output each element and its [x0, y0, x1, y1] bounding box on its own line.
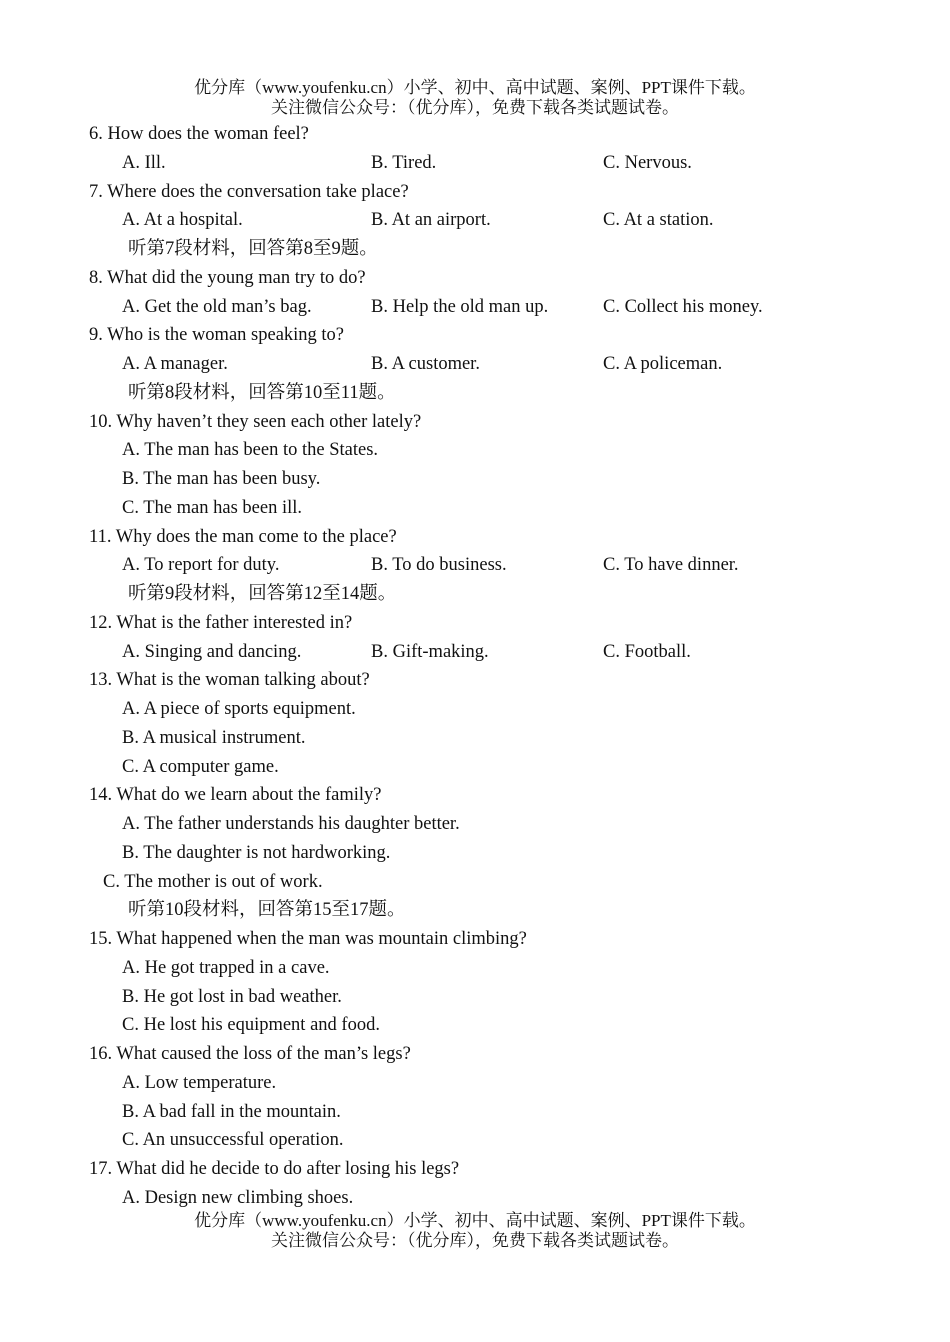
option-b: B. Gift-making. [371, 641, 489, 662]
option-a: A. To report for duty. [122, 555, 280, 576]
section-instruction-7: 听第7段材料，回答第8至9题。 [128, 239, 378, 259]
question-14: 14. What do we learn about the family? [89, 785, 382, 806]
option-a: A. The father understands his daughter better. [122, 814, 460, 834]
page-footer [0, 1211, 950, 1251]
option-b: B. At an airport. [371, 210, 491, 231]
option-c: C. Football. [603, 641, 691, 662]
option-a: A. He got trapped in a cave. [122, 957, 330, 978]
option-b: B. A customer. [371, 354, 480, 374]
section-instruction-8: 听第8段材料，回答第10至11题。 [128, 382, 396, 403]
header-line-2: 关注微信公众号：（优分库），免费下载各类试题试卷。 [271, 98, 679, 117]
question-8: 8. What did the young man try to do? [89, 267, 366, 288]
question-6-options [89, 149, 909, 178]
question-7-options [89, 206, 909, 235]
page-header [0, 78, 950, 118]
option-b: B. The daughter is not hardworking. [122, 842, 391, 863]
option-a: A. Get the old man’s bag. [122, 296, 312, 317]
question-8-options [89, 293, 909, 322]
option-b: B. Help the old man up. [371, 296, 549, 317]
option-b: B. A musical instrument. [122, 727, 306, 748]
question-9-options [89, 350, 909, 379]
option-a: A. Design new climbing shoes. [122, 1187, 354, 1208]
footer-line-2: 关注微信公众号：（优分库），免费下载各类试题试卷。 [271, 1231, 679, 1250]
question-10: 10. Why haven’t they seen each other lately? [89, 411, 422, 432]
option-a: A. Ill. [122, 152, 166, 173]
question-9: 9. Who is the woman speaking to? [89, 325, 345, 346]
option-c: C. He lost his equipment and food. [122, 1015, 380, 1036]
option-b: B. The man has been busy. [122, 469, 321, 489]
option-c: C. The man has been ill. [122, 497, 302, 518]
exam-content [89, 120, 909, 1213]
section-instruction-9: 听第9段材料，回答第12至14题。 [128, 584, 397, 604]
question-12: 12. What is the father interested in? [89, 612, 353, 633]
option-a: A. At a hospital. [122, 210, 243, 231]
option-a: A. Singing and dancing. [122, 641, 302, 662]
option-c: C. Nervous. [603, 152, 692, 173]
header-line-1: 优分库（www.youfenku.cn）小学、初中、高中试题、案例、PPT课件下载。 [194, 78, 756, 97]
section-instruction-10: 听第10段材料，回答第15至17题。 [128, 900, 406, 921]
option-b: B. A bad fall in the mountain. [122, 1101, 341, 1122]
question-11-options [89, 551, 909, 580]
question-17: 17. What did he decide to do after losing his legs? [89, 1159, 460, 1179]
option-a: A. Low temperature. [122, 1072, 277, 1093]
option-b: B. He got lost in bad weather. [122, 986, 342, 1007]
option-b: B. Tired. [371, 152, 437, 173]
option-c: C. Collect his money. [603, 296, 763, 317]
option-c: C. An unsuccessful operation. [122, 1130, 344, 1151]
question-13: 13. What is the woman talking about? [89, 670, 370, 691]
question-12-options [89, 638, 909, 667]
option-c: C. A policeman. [603, 354, 723, 374]
option-a: A. The man has been to the States. [122, 440, 379, 461]
option-c: C. The mother is out of work. [103, 871, 323, 892]
option-b: B. To do business. [371, 555, 507, 576]
question-7: 7. Where does the conversation take place? [89, 181, 409, 202]
option-a: A. A manager. [122, 354, 228, 374]
option-c: C. To have dinner. [603, 555, 739, 576]
question-16: 16. What caused the loss of the man’s legs? [89, 1044, 411, 1064]
option-a: A. A piece of sports equipment. [122, 699, 356, 719]
option-c: C. At a station. [603, 210, 714, 231]
option-c: C. A computer game. [122, 756, 279, 777]
question-11: 11. Why does the man come to the place? [89, 526, 397, 547]
question-15: 15. What happened when the man was mountain climbing? [89, 929, 527, 949]
question-6: 6. How does the woman feel? [89, 124, 309, 144]
footer-line-1: 优分库（www.youfenku.cn）小学、初中、高中试题、案例、PPT课件下载。 [194, 1211, 756, 1230]
